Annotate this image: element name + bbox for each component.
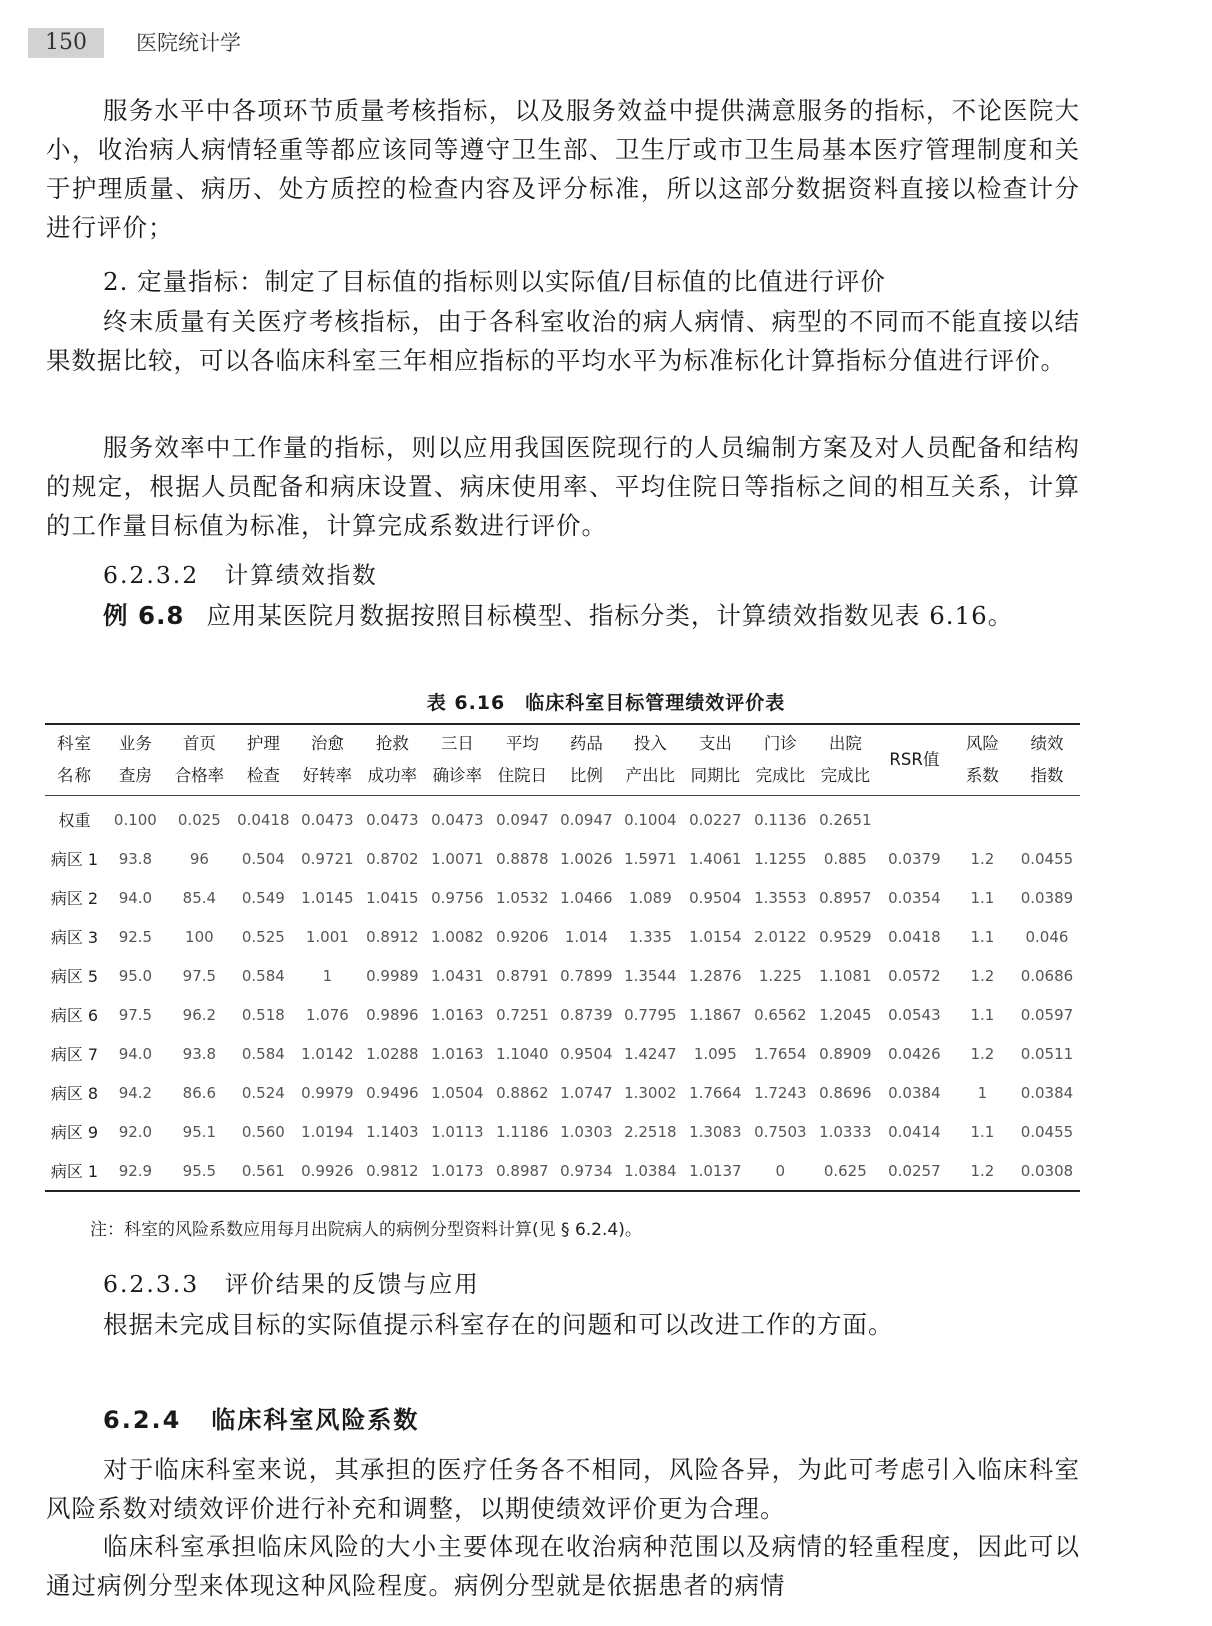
table-cell: 0.9756	[431, 888, 484, 907]
header-text: 名称	[56, 766, 92, 785]
table-cell: 0.8702	[366, 849, 419, 868]
table-cell: 1.225	[758, 966, 802, 985]
table-cell: 0.2651	[819, 810, 872, 829]
table-cell: 0.0597	[1020, 1005, 1074, 1024]
table-cell: 1.089	[628, 888, 672, 907]
table-row	[45, 1034, 1080, 1073]
header-text: 同期比	[690, 766, 741, 785]
header-text: 完成比	[755, 766, 806, 785]
table-cell: 93.8	[182, 1044, 217, 1063]
table-cell: 1.7664	[689, 1083, 742, 1102]
paragraph-1: 服务水平中各项环节质量考核指标，以及服务效益中提供满意服务的指标，不论医院大小，收治病人病情轻重等都应该同等遵守卫生部、卫生厅或市卫生局基本医疗管理制度和关于护理质量、病历、处方质控的检查内容及评分标准，所以这部分数据资料直接以检查计分进行评价；	[46, 96, 1080, 242]
table-row	[45, 796, 1080, 840]
header-text: 指数	[1030, 766, 1064, 785]
table-cell: 0.625	[823, 1161, 867, 1180]
table-row	[45, 1073, 1080, 1112]
table-cell: 1	[322, 966, 333, 985]
paragraph-3: 终末质量有关医疗考核指标，由于各科室收治的病人病情、病型的不同而不能直接以结果数据比较，可以各临床科室三年相应指标的平均水平为标准标化计算指标分值进行评价。	[46, 307, 1080, 375]
header-text: 平均	[505, 734, 539, 753]
table-cell: 0.0414	[888, 1122, 941, 1141]
table-cell: 1.0415	[366, 888, 419, 907]
example-label: 例 6.8	[103, 601, 185, 630]
table-cell: 1.0504	[431, 1083, 484, 1102]
table-header-cell	[295, 724, 360, 796]
table-cell: 0.0947	[496, 810, 549, 829]
header-text: 完成比	[820, 766, 871, 785]
subsection-6-2-3-2: 6.2.3.2 计算绩效指数	[103, 561, 378, 589]
table-cell: 93.8	[118, 849, 153, 868]
table-cell: 1.095	[693, 1044, 737, 1063]
table-cell: 0.8862	[496, 1083, 549, 1102]
table-cell: 0.9989	[366, 966, 419, 985]
table-cell: 0	[775, 1161, 786, 1180]
table-cell: 0.504	[241, 849, 285, 868]
table-header-cell	[360, 724, 425, 796]
example-text: 应用某医院月数据按照目标模型、指标分类，计算绩效指数见表 6.16。	[206, 601, 1014, 630]
table-cell: 1.1403	[366, 1122, 419, 1141]
header-text: 药品	[569, 734, 603, 753]
section-title: 临床科室风险系数	[211, 1406, 420, 1434]
table-cell: 1.7654	[754, 1044, 807, 1063]
table-cell: 0.0418	[888, 927, 941, 946]
table-row	[45, 839, 1080, 878]
table-cell: 0.0384	[888, 1083, 941, 1102]
header-text: 出院	[828, 734, 862, 753]
table-cell: 96	[189, 849, 209, 868]
table-cell: 0.0473	[431, 810, 484, 829]
table-cell: 1.1	[970, 1005, 995, 1024]
table-header-cell	[748, 724, 813, 796]
header-text: 业务	[118, 734, 152, 753]
table-cell: 1.3544	[624, 966, 677, 985]
table-cell: 94.0	[118, 888, 153, 907]
table-cell: 0.0384	[1020, 1083, 1074, 1102]
table-row	[45, 995, 1080, 1034]
table-cell: 1.7243	[754, 1083, 807, 1102]
table-cell: 0.9504	[560, 1044, 613, 1063]
header-text: 护理	[246, 734, 280, 753]
table-row	[45, 917, 1080, 956]
table-cell: 0.8909	[819, 1044, 872, 1063]
table-cell: 1.1255	[754, 849, 807, 868]
paragraph-4: 服务效率中工作量的指标，则以应用我国医院现行的人员编制方案及对人员配备和结构的规定，根据人员配备和病床设置、病床使用率、平均住院日等指标之间的相互关系，计算的工作量目标值为标准，计算完成系数进行评价。	[46, 433, 1080, 540]
table-cell: 1.0026	[560, 849, 613, 868]
table-cell: 92.5	[118, 927, 153, 946]
header-text: 比例	[569, 766, 603, 785]
table-cell: 1.1186	[496, 1122, 549, 1141]
table-cell: 0.8878	[496, 849, 549, 868]
header-text: 合格率	[174, 766, 225, 785]
header-text: 支出	[698, 734, 732, 753]
header-text: 查房	[118, 766, 152, 785]
table-header-cell	[683, 724, 748, 796]
table-cell: 0.6562	[754, 1005, 807, 1024]
paragraph-6: 对于临床科室来说，其承担的医疗任务各不相同，风险各异，为此可考虑引入临床科室风险系数对绩效评价进行补充和调整，以期使绩效评价更为合理。	[46, 1455, 1080, 1523]
section-heading	[103, 1402, 419, 1438]
page-number: 150	[28, 28, 104, 58]
table-cell: 1.0113	[431, 1122, 484, 1141]
table-cell: 1.2	[970, 849, 995, 868]
header-text: 门诊	[763, 734, 797, 753]
table-cell: 0.885	[823, 849, 867, 868]
table-cell: 1.0747	[560, 1083, 613, 1102]
table-cell: 0.7251	[496, 1005, 549, 1024]
header-text: 绩效	[1030, 734, 1064, 753]
table-cell: 0.8739	[560, 1005, 613, 1024]
table-cell: 0.0572	[888, 966, 941, 985]
table-header-cell	[490, 724, 555, 796]
table-cell: 0.584	[241, 1044, 285, 1063]
table-cell: 1.1	[970, 888, 995, 907]
table-cell: 0.8987	[496, 1161, 549, 1180]
header-text: 抢救	[375, 734, 409, 753]
table-cell: 97.5	[118, 1005, 153, 1024]
table-cell: 100	[185, 927, 214, 946]
table-cell: 1.076	[305, 1005, 349, 1024]
table-body	[45, 796, 1080, 1192]
table-cell: 1.0466	[560, 888, 613, 907]
subsection-6-2-3-3: 6.2.3.3 评价结果的反馈与应用	[103, 1270, 480, 1298]
table-cell: 0.9721	[301, 849, 354, 868]
table-note: 注：科室的风险系数应用每月出院病人的病例分型资料计算(见 § 6.2.4)。	[90, 1220, 642, 1240]
table-cell: 0.1136	[754, 810, 807, 829]
table-cell: 0.0379	[888, 849, 941, 868]
table-cell: 0.9206	[496, 927, 549, 946]
table-cell: 1.0071	[431, 849, 484, 868]
table-cell: 0.8791	[496, 966, 549, 985]
table-cell: 0.100	[113, 810, 157, 829]
table-header-cell	[618, 724, 683, 796]
table-cell: 92.0	[118, 1122, 153, 1141]
table-cell: 0.9926	[301, 1161, 354, 1180]
table-cell: 0.0511	[1020, 1044, 1074, 1063]
table-cell: 0.8696	[819, 1083, 872, 1102]
table-cell: 1.0303	[560, 1122, 613, 1141]
table-cell	[1014, 796, 1080, 840]
table-cell: 1.1	[970, 927, 995, 946]
paragraph-2: 2. 定量指标：制定了目标值的指标则以实际值/目标值的比值进行评价	[103, 267, 886, 296]
table-header-cell	[425, 724, 490, 796]
table-cell: 0.9734	[560, 1161, 613, 1180]
table-cell: 1.0163	[431, 1005, 484, 1024]
table-header-cell	[813, 724, 878, 796]
header-text: 首页	[182, 734, 216, 753]
row-label: 病区 9	[50, 1123, 99, 1142]
table-cell: 1.3002	[624, 1083, 677, 1102]
table-cell: 95.1	[182, 1122, 217, 1141]
table-cell: 0.525	[241, 927, 285, 946]
table-cell: 0.7503	[754, 1122, 807, 1141]
table-cell: 0.0389	[1020, 888, 1074, 907]
table-cell: 1.5971	[624, 849, 677, 868]
table-cell: 0.518	[241, 1005, 285, 1024]
table-cell: 94.0	[118, 1044, 153, 1063]
row-label: 病区 5	[50, 967, 99, 986]
table-cell: 0.0947	[560, 810, 613, 829]
table-cell: 0.0686	[1020, 966, 1074, 985]
table-cell: 0.0308	[1020, 1161, 1074, 1180]
table-cell: 0.9979	[301, 1083, 354, 1102]
header-text: 产出比	[625, 766, 676, 785]
table-header-cell	[167, 724, 232, 796]
table-cell: 0.9504	[689, 888, 742, 907]
table-cell: 92.9	[118, 1161, 153, 1180]
paragraph-7: 临床科室承担临床风险的大小主要体现在收治病种范围以及病情的轻重程度，因此可以通过病例分型来体现这种风险程度。病例分型就是依据患者的病情	[46, 1532, 1080, 1600]
row-label: 权重	[58, 811, 91, 830]
table-cell: 0.0426	[888, 1044, 941, 1063]
table-header-cell	[878, 724, 951, 796]
table-cell: 0.560	[241, 1122, 285, 1141]
table-header-row	[45, 724, 1080, 796]
table-cell: 1.0142	[301, 1044, 354, 1063]
table-cell: 0.8912	[366, 927, 419, 946]
table-cell: 1.335	[628, 927, 672, 946]
table-cell	[878, 796, 951, 840]
table-cell: 0.584	[241, 966, 285, 985]
header-text: 投入	[633, 734, 667, 753]
example-6-8	[103, 596, 1013, 635]
table-cell: 1.0532	[496, 888, 549, 907]
table-cell: 1.0163	[431, 1044, 484, 1063]
table-cell: 0.0418	[237, 810, 290, 829]
table-caption: 表 6.16 临床科室目标管理绩效评价表	[426, 692, 786, 714]
table-cell: 1.2045	[819, 1005, 872, 1024]
row-label: 病区 1	[50, 850, 99, 869]
table-cell: 0.9896	[366, 1005, 419, 1024]
table-row	[45, 956, 1080, 995]
table-cell: 1.014	[564, 927, 608, 946]
header-text: 三日	[440, 734, 474, 753]
table-cell: 0.0473	[366, 810, 419, 829]
table-cell: 1.2	[970, 1161, 995, 1180]
header-text: 科室	[56, 734, 92, 753]
table-cell: 94.2	[118, 1083, 153, 1102]
table-cell: 1.0082	[431, 927, 484, 946]
table-cell: 1.001	[305, 927, 349, 946]
table-cell: 0.0257	[888, 1161, 941, 1180]
table-cell: 1.2876	[689, 966, 742, 985]
table-cell: 97.5	[182, 966, 217, 985]
header-text: RSR值	[889, 750, 940, 769]
table-cell: 1.0288	[366, 1044, 419, 1063]
table-row	[45, 1112, 1080, 1151]
row-label: 病区 6	[50, 1006, 99, 1025]
performance-table	[45, 723, 1080, 1192]
table-cell: 1.0431	[431, 966, 484, 985]
table-cell: 0.9529	[819, 927, 872, 946]
table-header-cell	[45, 724, 104, 796]
table-cell: 0.0455	[1020, 1122, 1074, 1141]
table-cell: 0.7795	[624, 1005, 677, 1024]
table-cell: 0.549	[241, 888, 285, 907]
table-cell: 1.1867	[689, 1005, 742, 1024]
table-cell: 2.2518	[624, 1122, 677, 1141]
paragraph-5: 根据未完成目标的实际值提示科室存在的问题和可以改进工作的方面。	[103, 1310, 894, 1339]
table-header-cell	[232, 724, 295, 796]
header-text: 住院日	[497, 766, 548, 785]
row-label: 病区 8	[50, 1084, 99, 1103]
table-cell: 1.1040	[496, 1044, 549, 1063]
table-cell	[951, 796, 1014, 840]
table-cell: 0.524	[241, 1083, 285, 1102]
table-cell: 1.0194	[301, 1122, 354, 1141]
table-cell: 1.3083	[689, 1122, 742, 1141]
table-cell: 0.8957	[819, 888, 872, 907]
table-cell: 0.0543	[888, 1005, 941, 1024]
row-label: 病区 7	[50, 1045, 99, 1064]
header-text: 风险	[965, 734, 999, 753]
table-header-cell	[555, 724, 618, 796]
table-cell: 0.9496	[366, 1083, 419, 1102]
table-cell: 0.0473	[301, 810, 354, 829]
table-cell: 95.5	[182, 1161, 217, 1180]
table-cell: 1.0137	[689, 1161, 742, 1180]
table-cell: 1.1081	[819, 966, 872, 985]
row-label: 病区 3	[50, 928, 99, 947]
table-cell: 95.0	[118, 966, 153, 985]
table-cell: 0.9812	[366, 1161, 419, 1180]
table-cell: 0.0354	[888, 888, 941, 907]
table-cell: 0.1004	[624, 810, 677, 829]
table-cell: 2.0122	[754, 927, 807, 946]
table-cell: 1.0154	[689, 927, 742, 946]
table-cell: 0.0227	[689, 810, 742, 829]
table-cell: 96.2	[182, 1005, 217, 1024]
table-header-cell	[104, 724, 167, 796]
table-cell: 0.0455	[1020, 849, 1074, 868]
table-cell: 0.046	[1025, 927, 1069, 946]
table-header-cell	[951, 724, 1014, 796]
page-header	[28, 28, 1068, 60]
row-label: 病区 1	[50, 1162, 99, 1181]
table-row	[45, 878, 1080, 917]
table-cell: 1.0384	[624, 1161, 677, 1180]
table-cell: 86.6	[182, 1083, 217, 1102]
table-cell: 0.025	[177, 810, 221, 829]
header-text: 成功率	[367, 766, 418, 785]
table-cell: 85.4	[182, 888, 217, 907]
header-text: 系数	[965, 766, 999, 785]
table-cell: 1.1	[970, 1122, 995, 1141]
book-title: 医院统计学	[136, 31, 241, 55]
table-cell: 1.0145	[301, 888, 354, 907]
table-cell: 1.4061	[689, 849, 742, 868]
table-header-cell	[1014, 724, 1080, 796]
section-number: 6.2.4	[103, 1406, 182, 1434]
header-text: 检查	[246, 766, 280, 785]
table-cell: 1.0173	[431, 1161, 484, 1180]
table-cell: 1	[977, 1083, 988, 1102]
header-text: 治愈	[310, 734, 344, 753]
table-cell: 0.561	[241, 1161, 285, 1180]
table-cell: 1.2	[970, 966, 995, 985]
row-label: 病区 2	[50, 889, 99, 908]
table-row	[45, 1151, 1080, 1191]
header-text: 确诊率	[432, 766, 483, 785]
table-cell: 1.0333	[819, 1122, 872, 1141]
header-text: 好转率	[302, 766, 353, 785]
table-cell: 0.7899	[560, 966, 613, 985]
table-cell: 1.4247	[624, 1044, 677, 1063]
table-cell: 1.2	[970, 1044, 995, 1063]
table-cell: 1.3553	[754, 888, 807, 907]
